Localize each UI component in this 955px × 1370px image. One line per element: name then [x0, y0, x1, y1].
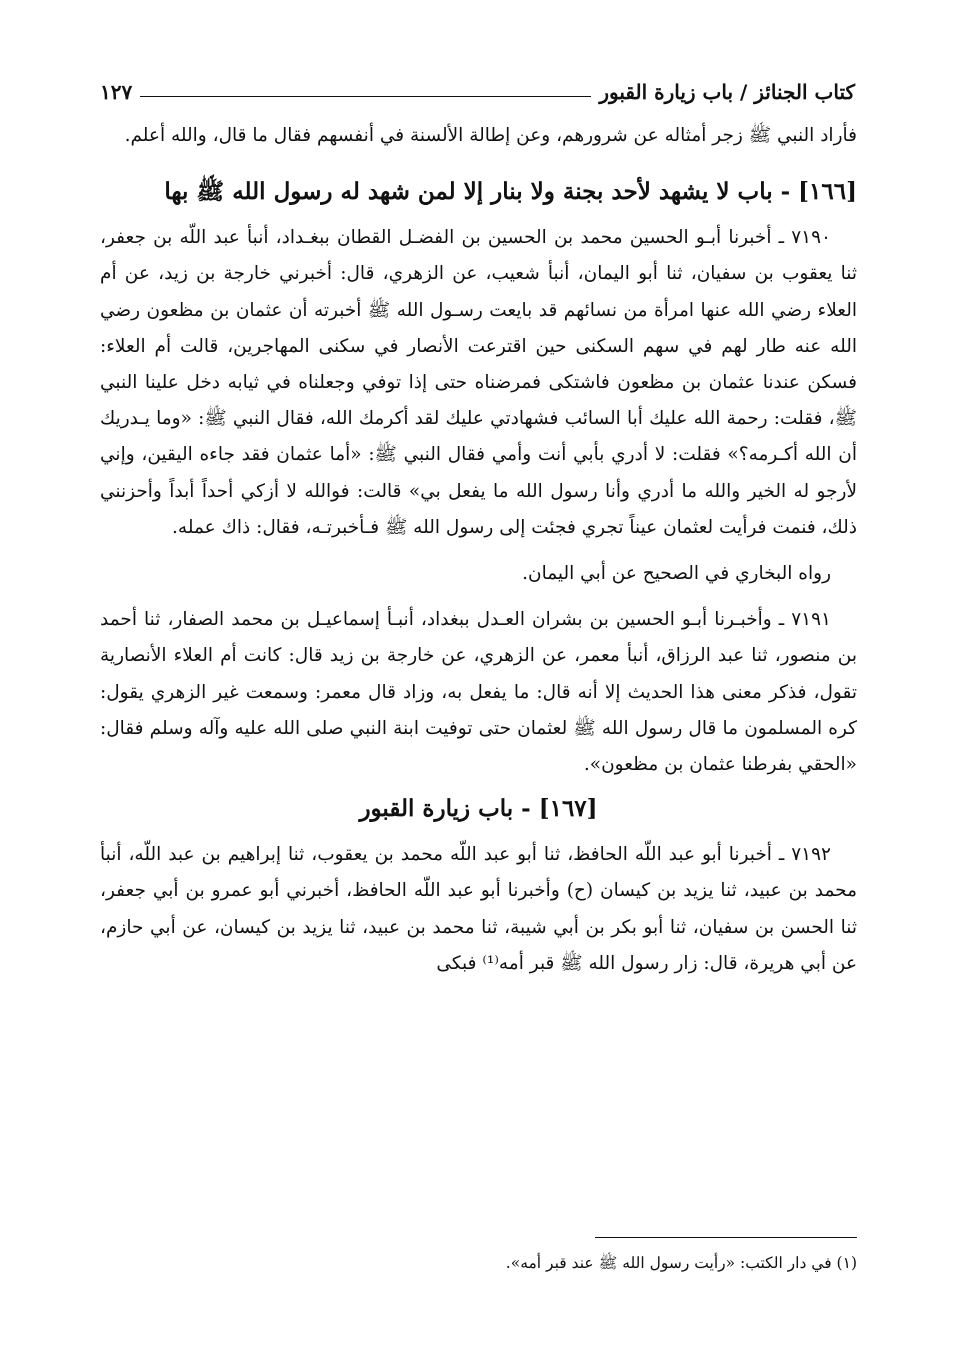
- hadith-7191: ٧١٩١ ـ وأخبـرنا أبـو الحسين بن بشران العـدل ببغداد، أنبـأ إسماعيـل بن محمد الصفار، ثنا أحمد بن منصور، ثنا عبد الرزاق، أنبأ معمر، عن الزهري، عن خارجة بن زيد قال: كانت أم العلاء الأنصارية تقول، فذكر معنى هذا الحديث إلا أنه قال: ما يفعل به، وزاد قال معمر: وسمعت غير الزهري يقول: كره المسلمون ما قال رسول الله ﷺ لعثمان حتى توفيت ابنة النبي صلى الله عليه وآله وسلم فقال: «الحقي بفرطنا عثمان بن مظعون».: [100, 609, 857, 776]
- footnote-divider: [595, 1237, 857, 1238]
- footnote-1: (١) في دار الكتب: «رأيت رسول الله ﷺ عند قبر أمه».: [505, 1254, 857, 1272]
- page-header: [100, 70, 855, 104]
- page-number: ١٢٧: [100, 80, 133, 104]
- page-body: [100, 118, 857, 982]
- header-rule: [140, 96, 591, 97]
- hadith-7192: ٧١٩٢ ـ أخبرنا أبو عبد اللّه الحافظ، ثنا أبو عبد اللّه محمد بن يعقوب، ثنا إبراهيم بن عبد اللّه، أنبأ محمد بن عبيد، ثنا يزيد بن كيسان (ح) وأخبرنا أبو عبد اللّه الحافظ، أخبرني أبو عمرو بن أبي جعفر، ثنا الحسن بن سفيان، ثنا أبو بكر بن أبي شيبة، ثنا محمد بن عبيد، ثنا يزيد بن كيسان، عن أبي حازم، عن أبي هريرة، قال: زار رسول الله ﷺ قبر أمه⁽¹⁾ فبكى: [100, 844, 857, 974]
- hadith-7190: ٧١٩٠ ـ أخبرنا أبـو الحسين محمد بن الحسين بن الفضـل القطان ببغـداد، أنبأ عبد اللّه بن جعفر، ثنا يعقوب بن سفيان، ثنا أبو اليمان، أنبأ شعيب، عن الزهري، قال: أخبرني خارجة بن زيد، عن أم العلاء رضي الله عنها امرأة من نسائهم قد بايعت رسـول الله ﷺ أخبرته أن عثمان بن مظعون رضي الله عنه طار لهم في سهم السكنى حين اقترعت الأنصار في سكنى المهاجرين، قالت أم العلاء: فسكن عندنا عثمان بن مظعون فاشتكى فمرضناه حتى إذا توفي وجعلناه في ثيابه دخل علينا النبي ﷺ، فقلت: رحمة الله عليك أبا السائب فشهادتي عليك لقد أكرمك الله، فقال النبي ﷺ: «وما يـدريك أن الله أكـرمه؟» فقلت: لا أدري بأبي أنت وأمي فقال النبي ﷺ: «أما عثمان فقد جاءه اليقين، وإني لأرجو له الخير والله ما أدري وأنا رسول الله ما يفعل بي» قالت: فوالله لا أزكي أحداً أبداً وأحزنني ذلك، فنمت فرأيت لعثمان عيناً تجري فجئت إلى رسول الله ﷺ فـأخبرتـه، فقال: ذاك عمله.: [100, 227, 857, 538]
- running-title: كتاب الجنائز / باب زيارة القبور: [599, 80, 855, 104]
- intro-paragraph: فأراد النبي ﷺ زجر أمثاله عن شرورهم، وعن إطالة الألسنة في أنفسهم فقال ما قال، والله أعلم.: [124, 125, 857, 146]
- chapter-166-heading: [١٦٦] - باب لا يشهد لأحد بجنة ولا بنار إلا لمن شهد له رسول الله ﷺ بها: [164, 178, 857, 206]
- chapter-167-heading: [١٦٧] - باب زيارة القبور: [359, 795, 598, 823]
- narration-note: رواه البخاري في الصحيح عن أبي اليمان.: [522, 563, 831, 585]
